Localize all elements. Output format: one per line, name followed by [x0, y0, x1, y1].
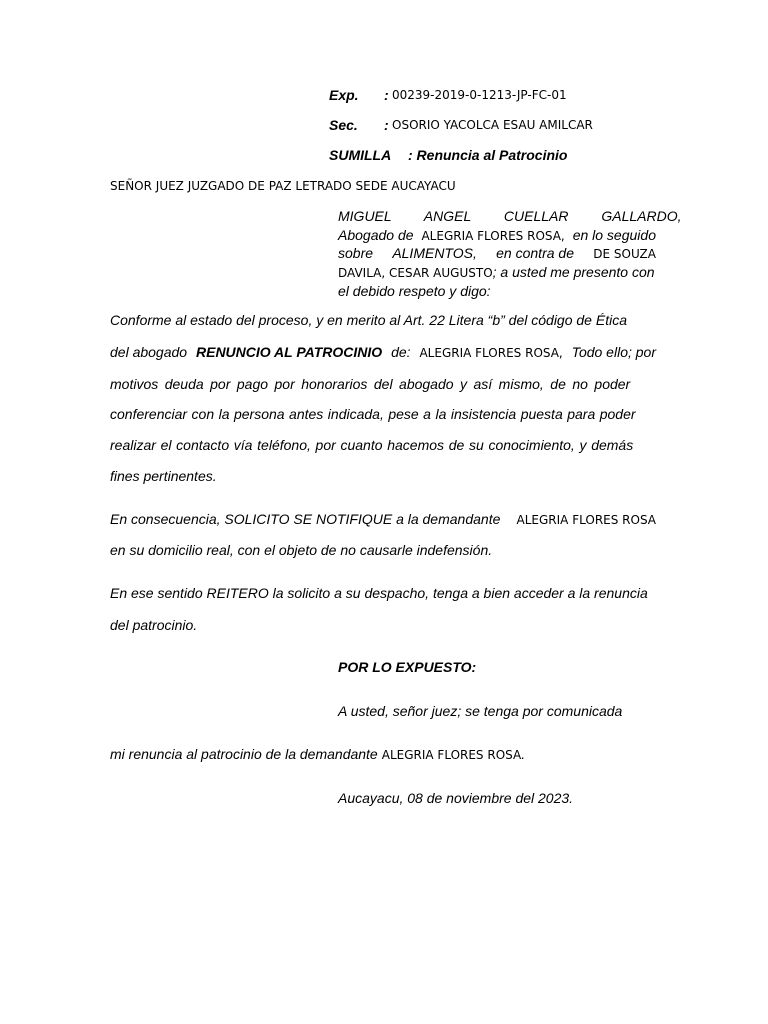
body2-line-2: en su domicilio real, con el objeto de no causarle indefensión. [110, 542, 493, 558]
body3-line-2: del patrocinio. [110, 617, 198, 633]
closing-line-1: A usted, señor juez; se tenga por comunicada [338, 703, 623, 719]
addressee: SEÑOR JUEZ JUZGADO DE PAZ LETRADO SEDE AUCAYACU [110, 179, 456, 193]
closing-line-2 [110, 746, 525, 762]
body1-line-3 [110, 376, 656, 396]
intro-line-2 [338, 227, 656, 246]
closing-date: Aucayacu, 08 de noviembre del 2023. [338, 790, 574, 806]
exp-value: 00239-2019-0-1213-JP-FC-01 [392, 88, 567, 102]
defendant-name: DAVILA, CESAR AUGUSTO [338, 266, 493, 280]
body-text: conferenciar con la persona antes indicada, pese a la insistencia puesta para poder [110, 406, 636, 422]
body1-line-2 [110, 344, 656, 364]
body-text: del abogado [110, 344, 188, 360]
intro-name: MIGUEL ANGEL CUELLAR GALLARDO, [338, 208, 682, 224]
body-text: de: [391, 344, 411, 360]
body1-line-6: fines pertinentes. [110, 468, 217, 484]
intro-line-3 [338, 245, 656, 264]
client-name: ALEGRIA FLORES ROSA [516, 513, 656, 527]
body-text: En consecuencia, SOLICITO SE NOTIFIQUE a la demandante [110, 511, 501, 527]
body-text: mi renuncia al patrocinio de la demandante [110, 746, 378, 762]
client-name: ALEGRIA FLORES ROSA, [421, 229, 565, 243]
body2-line-1 [110, 511, 656, 531]
intro-text: en contra de [496, 245, 574, 261]
intro-text: ; a usted me presento con [492, 264, 655, 280]
defendant-name: DE SOUZA [593, 247, 656, 261]
body-text: Todo ello; por [571, 344, 656, 360]
intro-text: ALIMENTOS, [392, 245, 477, 261]
body-text: motivos deuda por pago por honorarios del abogado y así mismo, de no poder [110, 376, 631, 392]
sec-label: Sec. [329, 117, 358, 133]
exp-label: Exp. [329, 87, 359, 103]
intro-line-4 [338, 264, 656, 283]
intro-text: en lo seguido [572, 227, 656, 243]
exp-colon: : [384, 87, 389, 103]
body1-line-5 [110, 437, 656, 457]
client-name: ALEGRIA FLORES ROSA, [419, 346, 563, 360]
client-name: ALEGRIA FLORES ROSA [381, 748, 522, 762]
intro-text: Abogado de [338, 227, 414, 243]
body-text: Conforme al estado del proceso, y en merito al Art. 22 Litera “b” del código de Ética [110, 312, 627, 328]
intro-line-5: el debido respeto y digo: [338, 283, 491, 299]
body-text: . [521, 746, 526, 762]
sumilla-label: SUMILLA [329, 147, 392, 163]
sec-value: OSORIO YACOLCA ESAU AMILCAR [392, 118, 593, 132]
closing-heading: POR LO EXPUESTO: [338, 659, 477, 675]
sec-colon: : [384, 117, 389, 133]
body1-line-1 [110, 312, 656, 332]
intro-name-line [338, 208, 682, 227]
body-text: realizar el contacto vía teléfono, por cuanto hacemos de su conocimiento, y demás [110, 437, 634, 453]
sumilla-value: : Renuncia al Patrocinio [408, 147, 568, 163]
intro-text: sobre [338, 245, 374, 261]
body1-line-4 [110, 406, 656, 426]
body3-line-1: En ese sentido REITERO la solicito a su despacho, tenga a bien acceder a la renuncia [110, 585, 648, 601]
renuncio-bold: RENUNCIO AL PATROCINIO [196, 344, 383, 360]
